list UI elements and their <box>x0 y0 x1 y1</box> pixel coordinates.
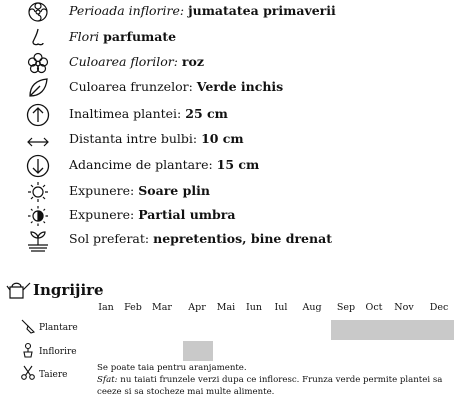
attr-label: Perioada inflorire: <box>69 3 189 18</box>
attr-value: Partial umbra <box>138 207 236 222</box>
month-label: Feb <box>124 302 142 313</box>
attr-label: Adancime de plantare: <box>69 157 217 172</box>
attr-label: Inaltimea plantei: <box>69 106 186 121</box>
calendar-bar <box>331 320 454 340</box>
attr-value: nepretentios, bine drenat <box>153 231 332 246</box>
arrow-up-icon <box>26 103 50 127</box>
soil-sprout-icon <box>26 228 50 252</box>
month-label: Nov <box>394 302 414 313</box>
care-row-flowering <box>20 342 100 362</box>
leaf-icon <box>26 76 50 100</box>
sun-icon <box>26 180 50 204</box>
care-row-planting <box>20 318 100 338</box>
attr-label: Expunere: <box>69 207 139 222</box>
attr-row-soil <box>0 228 461 252</box>
month-label: Sep <box>336 302 356 313</box>
tip-prefix: Sfat: <box>97 375 118 385</box>
care-note-line3: ceeze si sa stocheze mai multe alimente. <box>97 387 275 397</box>
month-label: Iul <box>274 302 288 313</box>
flower-color-icon <box>26 51 50 75</box>
attr-value: 10 cm <box>201 131 244 146</box>
watering-can-icon <box>6 278 32 300</box>
care-row-pruning <box>20 365 100 385</box>
care-note-line1: Se poate taia pentru aranjamente. <box>97 363 247 373</box>
flower-period-icon <box>26 0 50 24</box>
care-row-label: Plantare <box>39 323 78 333</box>
attr-row-bulb-spacing <box>0 128 461 152</box>
attr-value: parfumate <box>103 29 177 44</box>
attr-value: 25 cm <box>185 106 228 121</box>
month-label: Oct <box>365 302 383 313</box>
month-label: Mar <box>152 302 172 313</box>
care-row-label: Taiere <box>39 370 68 380</box>
attr-row-planting-depth <box>0 154 461 178</box>
care-row-label: Inflorire <box>39 347 77 357</box>
attr-row-flower-color <box>0 51 461 75</box>
care-title: Ingrijire <box>33 281 104 299</box>
flower-pot-icon <box>20 342 36 358</box>
attr-label: Distanta intre bulbi: <box>69 131 202 146</box>
arrow-down-icon <box>26 154 50 178</box>
attr-label: Sol preferat: <box>69 231 154 246</box>
attr-value: 15 cm <box>216 157 260 172</box>
month-label: Apr <box>188 302 206 313</box>
nose-icon <box>26 26 50 50</box>
attr-row-exposure-sun <box>0 180 461 204</box>
trowel-icon <box>20 318 36 334</box>
attr-label: Flori <box>69 29 104 44</box>
attr-label: Culoarea frunzelor: <box>69 79 197 94</box>
attr-row-leaf-color <box>0 76 461 100</box>
half-sun-icon <box>26 204 50 228</box>
attr-row-exposure-partial <box>0 204 461 228</box>
scissors-icon <box>20 365 36 381</box>
month-label: Aug <box>302 302 322 313</box>
attr-label: Culoarea florilor: <box>69 54 182 69</box>
month-label: Mai <box>216 302 236 313</box>
attr-value: roz <box>181 54 204 69</box>
attr-row-flowering-period <box>0 0 461 24</box>
attr-row-scent <box>0 26 461 50</box>
month-label: Ian <box>98 302 114 313</box>
tip-text: nu taiati frunzele verzi dupa ce infloresc. Frunza verde permite plantei sa <box>117 375 443 385</box>
calendar-bar <box>183 341 213 361</box>
care-header <box>6 278 206 302</box>
attr-value: Verde inchis <box>196 79 284 94</box>
attr-row-height <box>0 103 461 127</box>
attr-label: Expunere: <box>69 183 139 198</box>
double-arrow-icon <box>26 128 50 152</box>
month-label: Iun <box>246 302 262 313</box>
attr-value: Soare plin <box>138 183 210 198</box>
attr-value: jumatatea primaverii <box>188 3 336 18</box>
care-note-tip <box>97 374 442 386</box>
month-label: Dec <box>429 302 449 313</box>
